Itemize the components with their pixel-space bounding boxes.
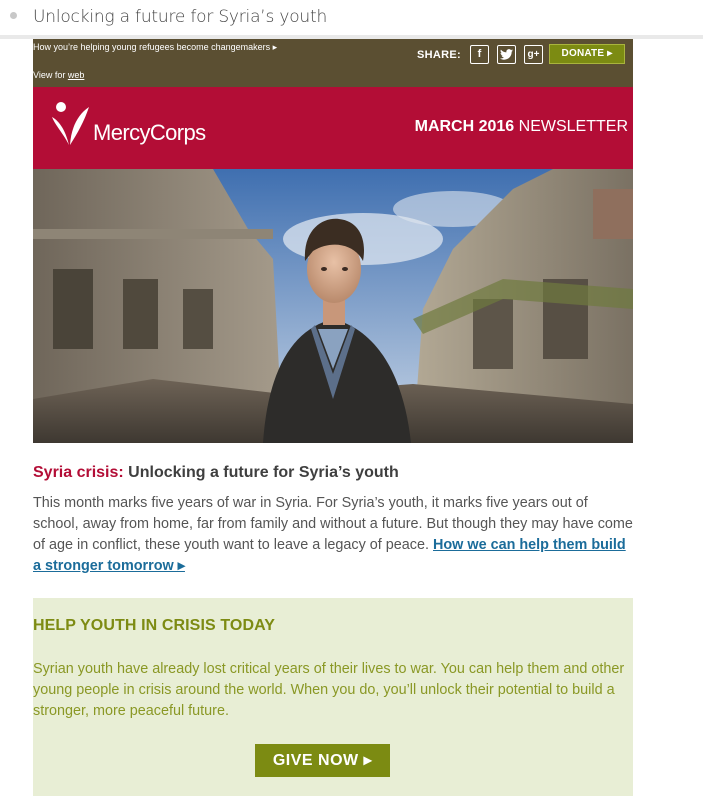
bullet-icon	[10, 12, 17, 19]
story-section	[33, 464, 633, 577]
view-for-web	[33, 70, 84, 80]
newsletter-body	[33, 39, 633, 796]
newsletter-topbar	[33, 39, 633, 87]
mercycorps-logo-icon[interactable]	[49, 99, 93, 147]
story-headline	[33, 464, 633, 482]
hero-photo[interactable]	[33, 169, 633, 443]
facebook-icon[interactable]: f	[470, 45, 489, 64]
give-now-button[interactable]: GIVE NOW ▸	[255, 744, 390, 777]
preheader-link[interactable]: How you’re helping young refugees become changemakers ▸	[33, 42, 278, 52]
newsletter-banner	[33, 87, 633, 169]
callout-text: Syrian youth have already lost critical years of their lives to war. You can help them and other young people in crisis around the world. When you do, you’ll unlock their potential to build a stronger, more peaceful future.	[33, 661, 625, 719]
issue-date: MARCH 2016	[414, 118, 515, 135]
story-body	[33, 493, 633, 577]
brand-logo-text: MercyCorps	[93, 120, 206, 145]
view-web-link[interactable]: web	[67, 70, 85, 80]
share-label: SHARE:	[417, 49, 461, 61]
story-title: Unlocking a future for Syria’s youth	[123, 464, 399, 481]
issue-title	[415, 118, 628, 136]
donation-callout	[33, 598, 633, 796]
story-kicker: Syria crisis:	[33, 464, 124, 481]
issue-label: NEWSLETTER	[514, 118, 628, 135]
story-body-text: This month marks five years of war in Syria. For Syria’s youth, it marks five years out of school, away from home, far from family and without a future. But though they may have come of age in conflict, these youth want to leave a legacy of peace.	[33, 495, 633, 553]
view-for-label: View for	[33, 70, 68, 80]
donate-button[interactable]: DONATE ▸	[549, 44, 625, 64]
callout-title: HELP YOUTH IN CRISIS TODAY	[33, 617, 276, 634]
email-subject-bar	[0, 0, 703, 36]
twitter-icon[interactable]	[497, 45, 516, 64]
email-subject: Unlocking a future for Syria’s youth	[33, 7, 328, 27]
story-read-more-link[interactable]: How we can help them build a stronger tomorrow ▸	[33, 537, 626, 574]
googleplus-icon[interactable]: g+	[524, 45, 543, 64]
